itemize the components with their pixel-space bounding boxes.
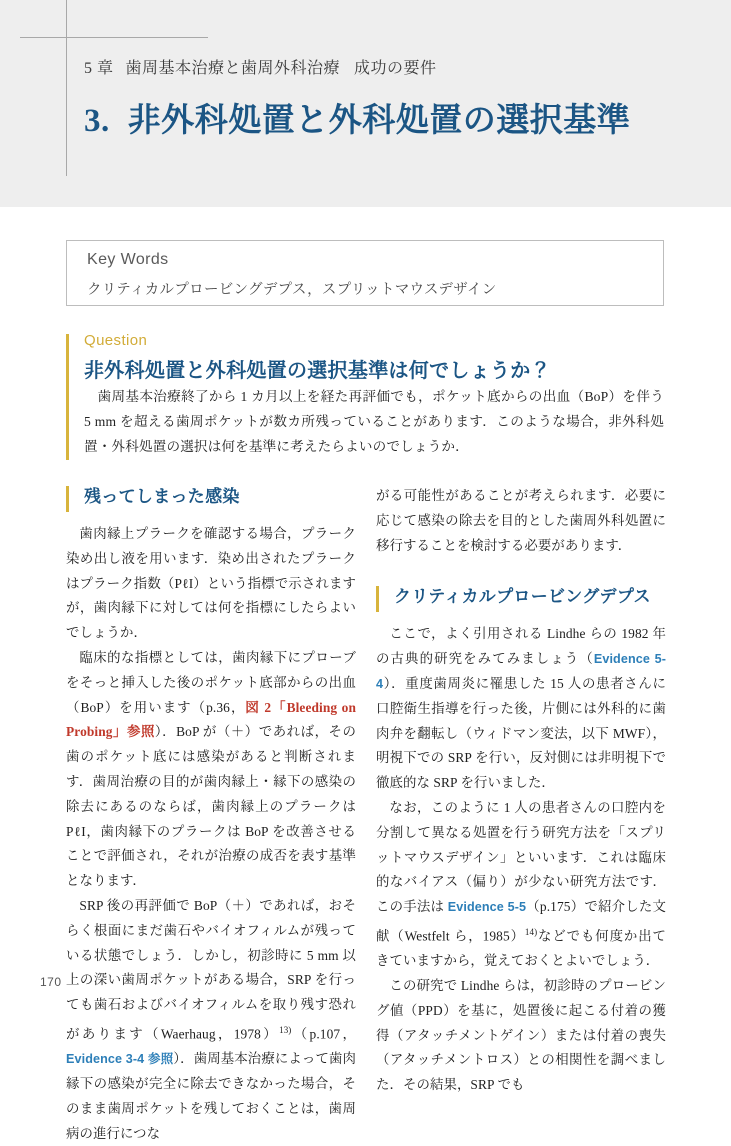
citation-marker: 13) — [279, 1024, 292, 1035]
chapter-label: 5 章 — [84, 60, 114, 77]
keywords-label: Key Words — [87, 251, 169, 268]
header-horizontal-rule — [20, 37, 208, 38]
body-column-right — [376, 484, 666, 1098]
keywords-value: クリティカルプロービングデプス，スプリットマウスデザイン — [87, 282, 497, 298]
page-header-band — [0, 0, 731, 207]
section-number: 3. — [84, 103, 110, 139]
page-title — [84, 94, 630, 141]
paragraph: SRP 後の再評価で BoP（＋）であれば，おそらく根面にまだ歯石やバイオフィルムが残っている状態でしょう．しかし，初診時に 5 mm 以上の深い歯周ポケットがある場合，SRP を行っても歯石およびバイオフィルムを取り残す恐れがあります（Waerhaug，1978）$^{13)}$（p.107，Evidence 3-4 参照）．歯周基本治療によって歯肉縁下の感染が完全に除去できなかった場合，そのまま歯周ポケットを残しておくことは，歯周病の進行につな — [66, 897, 356, 1141]
header-vertical-rule — [66, 0, 67, 176]
left-column-heading: 残ってしまった感染 — [66, 484, 356, 510]
question-body: 歯周基本治療終了から 1 カ月以上を経た再評価でも，ポケット底からの出血（BoP）を伴う 5 mm を超える歯周ポケットが数カ所残っていることがあります．このような場合，非外科処置・外科処置の選択は何を基準に考えたらよいのでしょうか． — [84, 389, 664, 454]
paragraph: ここで，よく引用される Lindhe らの 1982 年の古典的研究をみてみましょう（Evidence 5-4）．重度歯周炎に罹患した 15 人の患者さんに口腔衛生指導を行った後，片側には外科的に歯肉弁を翻転し（ウィドマン変法，以下 MWF），明視下での SRP を行い，反対側には非明視下で徹底的な SRP を行いました． — [376, 626, 666, 791]
question-title: 非外科処置と外科処置の選択基準は何でしょうか？ — [84, 360, 551, 382]
paragraph: 歯肉縁上プラークを確認する場合，プラーク染め出し液を用います．染め出されたプラークはプラーク指数（PℓI）という指標で示されますが，歯肉縁下に対しては何を指標にしたらよいでしょうか． — [66, 526, 356, 641]
question-accent-bar — [66, 334, 69, 460]
cross-reference-figure[interactable]: 図 2「Bleeding on Probing」参照 — [66, 699, 356, 740]
right-column-heading: クリティカルプロービングデプス — [376, 584, 666, 610]
paragraph-continuation: がる可能性があることが考えられます．必要に応じて感染の除去を目的とした歯周外科処置に移行することを検討する必要があります． — [376, 488, 666, 553]
section-title-text: 非外科処置と外科処置の選択基準 — [127, 103, 631, 139]
keywords-box — [66, 240, 664, 306]
page-number: 170 — [40, 975, 62, 989]
citation-marker: 14) — [524, 926, 538, 937]
paragraph: なお，このように 1 人の患者さんの口腔内を分割して異なる処置を行う研究方法を「スプリットマウスデザイン」といいます．これは臨床的なバイアス（偏り）が少ない研究方法です．この手法は Evidence 5-5（p.175）で紹介した文献（Westfelt ら，1985）$^{14)}$などでも何度か出てきていますから，覚えておくとよいでしょう． — [376, 799, 667, 969]
question-label: Question — [84, 332, 148, 349]
body-column-left — [66, 484, 356, 1146]
chapter-breadcrumb — [84, 55, 437, 78]
paragraph: この研究で Lindhe らは，初診時のプロービング値（PPD）を基に，処置後に起こる付着の獲得（アタッチメントゲイン）または付着の喪失（アタッチメントロス）との相関性を調べました．その結果，SRP でも — [376, 978, 666, 1093]
paragraph: 臨床的な指標としては，歯肉縁下にプローブをそっと挿入した後のポケット底部からの出血（BoP）を用います（p.36，図 2「Bleeding on Probing」参照）．BoP が（＋）であれば，その歯のポケット底には感染があると判断されます．歯周治療の目的が歯肉縁上・縁下の感染の除去にあるのならば，歯肉縁上のプラークは PℓI，歯肉縁下のプラークは BoP を改善させることで評価され，それが治療の成否を表す基準となります． — [66, 649, 356, 889]
cross-reference-evidence[interactable]: Evidence 5-4 — [376, 652, 666, 691]
cross-reference-evidence[interactable]: Evidence 5-5 — [447, 900, 527, 915]
chapter-subtitle: 成功の要件 — [354, 60, 437, 77]
cross-reference-evidence[interactable]: Evidence 3-4 参照 — [66, 1052, 174, 1067]
chapter-title: 歯周基本治療と歯周外科治療 — [125, 60, 341, 77]
